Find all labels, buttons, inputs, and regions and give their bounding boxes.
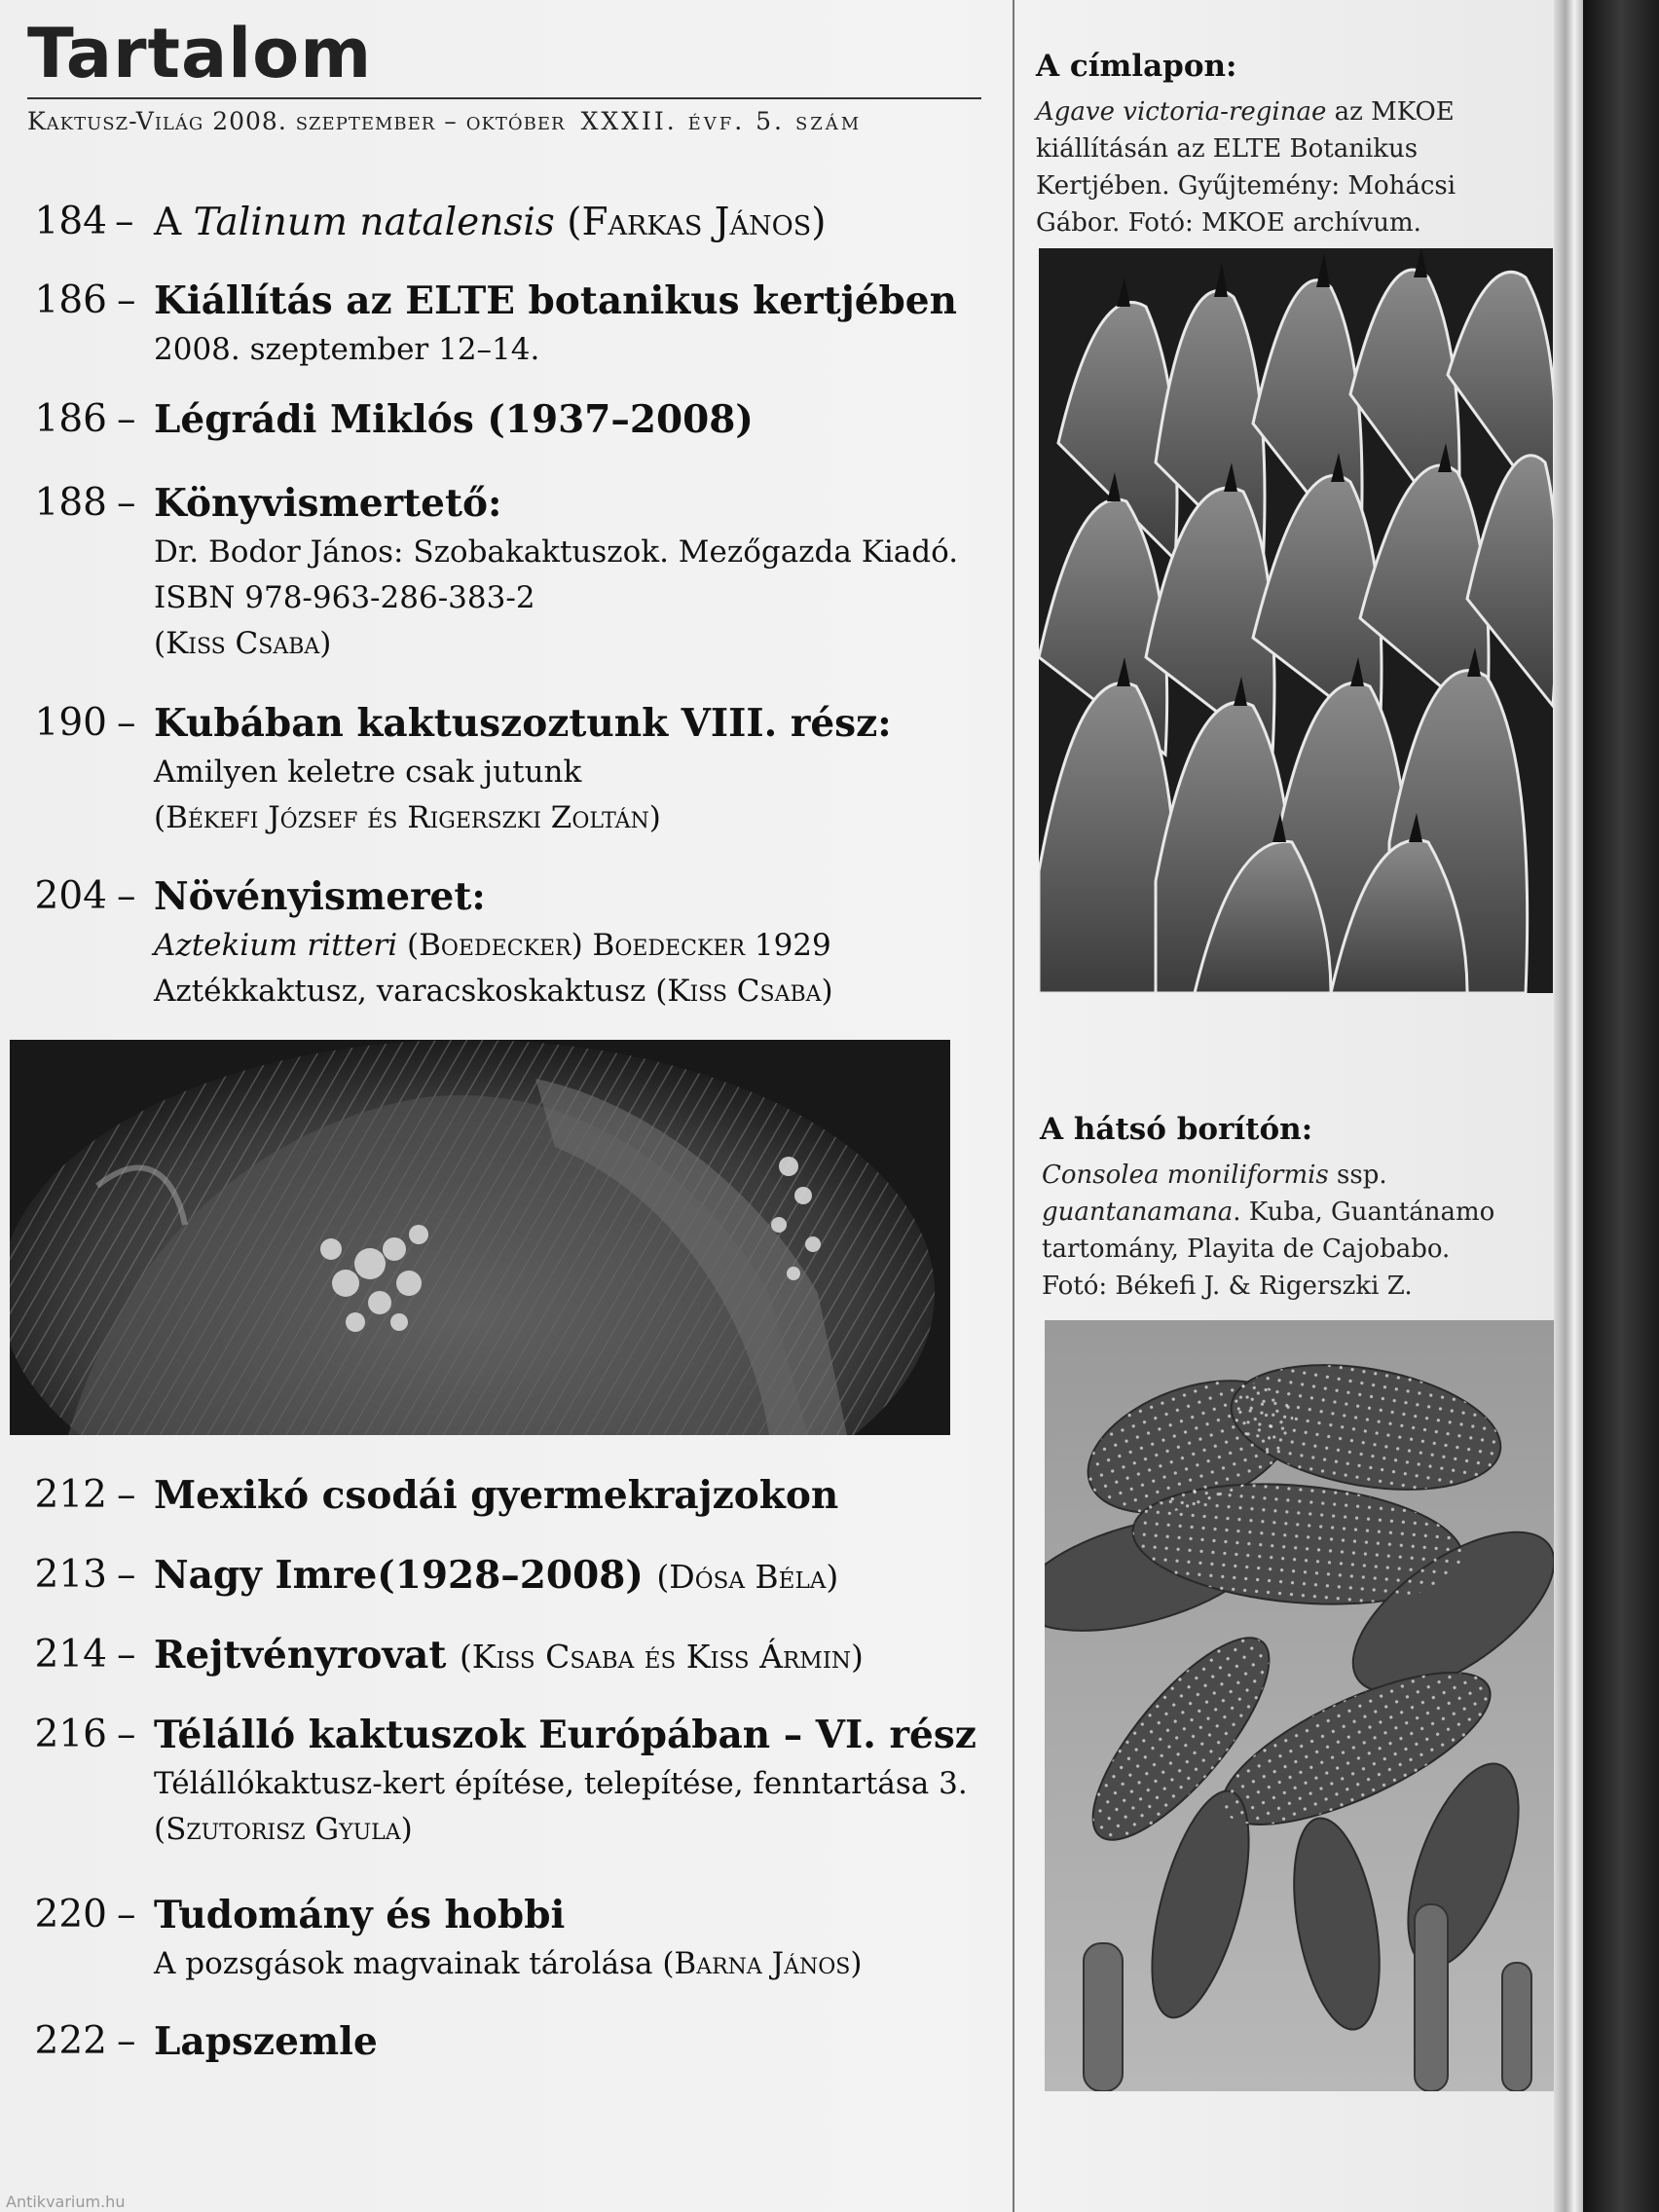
aztekium-photo — [10, 1040, 950, 1435]
entry-title: Légrádi Miklós (1937–2008) — [154, 397, 754, 442]
entry-subtitle: 2008. szeptember 12–14. — [154, 332, 540, 367]
entry-title: Könyvismertető: — [154, 481, 502, 526]
dash: – — [117, 1713, 136, 1756]
entry-author: (Kiss Csaba) — [655, 974, 833, 1009]
entry-author: (Kiss Csaba és Kiss Ármin) — [459, 1638, 864, 1676]
entry-authority: (Boedecker) Boedecker 1929 — [397, 928, 831, 963]
agave-image — [1039, 248, 1553, 993]
entry-author: (Kiss Csaba) — [154, 626, 332, 661]
entry-author: (Szutorisz Gyula) — [154, 1812, 413, 1847]
page-number: 204 — [34, 874, 107, 918]
back-cover-caption — [1042, 1157, 1499, 1305]
back-cover-text: . Kuba, Guantánamo tartomány, Playita de Cajobabo. Fotó: Békefi J. & Rigerszki Z. — [1042, 1198, 1495, 1301]
dash: – — [117, 701, 136, 745]
entry-title: Mexikó csodái gyermekrajzokon — [154, 1473, 839, 1518]
issue-line — [27, 107, 862, 135]
issue-number: XXXII. évf. 5. szám — [580, 107, 863, 135]
entry-subtitle: Télállókaktusz-kert építése, telepítése, fenntartása 3. — [154, 1766, 968, 1801]
page-number: 222 — [34, 2019, 107, 2063]
entry-subtitle: Amilyen keletre csak jutunk — [154, 755, 582, 790]
entry-title: Kiállítás az ELTE botanikus kertjében — [154, 278, 957, 323]
dash: – — [117, 481, 136, 525]
watermark: Antikvarium.hu — [6, 2193, 126, 2211]
page-number: 190 — [34, 701, 107, 745]
front-cover-caption — [1036, 93, 1464, 241]
entry-author: (Barna János) — [662, 1946, 863, 1981]
entry-title: Nagy Imre(1928–2008) — [154, 1553, 644, 1598]
consolea-image — [1045, 1320, 1564, 2091]
dash: – — [117, 874, 136, 918]
page-title: Tartalom — [27, 14, 373, 93]
entry-title: Télálló kaktuszok Európában – VI. rész — [154, 1713, 977, 1757]
page-edge — [1554, 0, 1583, 2212]
page-number: 186 — [34, 278, 107, 322]
consolea-photo — [1045, 1320, 1564, 2091]
page-number: 188 — [34, 481, 107, 525]
dash: – — [117, 2019, 136, 2063]
book-binding — [1583, 0, 1659, 2212]
dash: – — [117, 1633, 136, 1677]
page-number: 213 — [34, 1553, 107, 1597]
entry-author: (Dósa Béla) — [656, 1558, 839, 1596]
entry-title: Növényismeret: — [154, 874, 486, 919]
dash: – — [117, 397, 136, 441]
entry-subtitle: Dr. Bodor János: Szobakaktuszok. Mezőgazda Kiadó. — [154, 535, 959, 570]
front-cover-species: Agave victoria-reginae — [1036, 97, 1327, 127]
page-number: 186 — [34, 397, 107, 441]
agave-photo — [1039, 248, 1553, 993]
back-cover-heading: A hátsó borítón: — [1040, 1112, 1313, 1147]
aztekium-image — [10, 1040, 950, 1435]
entry-author: (Farkas János) — [567, 201, 827, 244]
dash: – — [117, 1553, 136, 1597]
page-number: 216 — [34, 1713, 107, 1756]
entry-title: Rejtvényrovat — [154, 1633, 447, 1677]
entry-isbn: ISBN 978-963-286-383-2 — [154, 580, 535, 615]
dash: – — [117, 1473, 136, 1517]
entry-title: Tudomány és hobbi — [154, 1893, 566, 1937]
back-cover-subspecies: guantanamana — [1042, 1198, 1234, 1227]
entry-title-prefix: A — [154, 201, 194, 244]
title-rule — [27, 97, 981, 99]
page-number: 184 — [34, 200, 107, 243]
entry-subtitle: A pozsgások magvainak tárolása — [154, 1946, 653, 1981]
entry-species: Aztekium ritteri — [154, 928, 398, 963]
page-number: 214 — [34, 1633, 107, 1677]
entry-common-names: Aztékkaktusz, varacskoskaktusz — [154, 974, 646, 1009]
entry-title: Kubában kaktuszoztunk VIII. rész: — [154, 701, 892, 746]
entry-title-species: Talinum natalensis — [193, 201, 555, 244]
dash: – — [115, 200, 134, 243]
back-cover-rank: ssp. — [1328, 1161, 1387, 1190]
front-cover-heading: A címlapon: — [1036, 49, 1237, 84]
front-cover-text: az MKOE kiállításán az ELTE Botanikus Kertjében. Gyűjtemény: Mohácsi Gábor. Fotó: MKOE archívum. — [1036, 97, 1456, 238]
entry-author: (Békefi József és Rigerszki Zoltán) — [154, 800, 661, 835]
issue-date: Kaktusz-Világ 2008. szeptember – október — [27, 107, 566, 135]
page-number: 212 — [34, 1473, 107, 1517]
dash: – — [117, 278, 136, 322]
column-divider — [1013, 0, 1014, 2212]
entry-title: Lapszemle — [154, 2019, 378, 2064]
dash: – — [117, 1893, 136, 1936]
page-number: 220 — [34, 1893, 107, 1936]
back-cover-species: Consolea moniliformis — [1042, 1161, 1329, 1190]
